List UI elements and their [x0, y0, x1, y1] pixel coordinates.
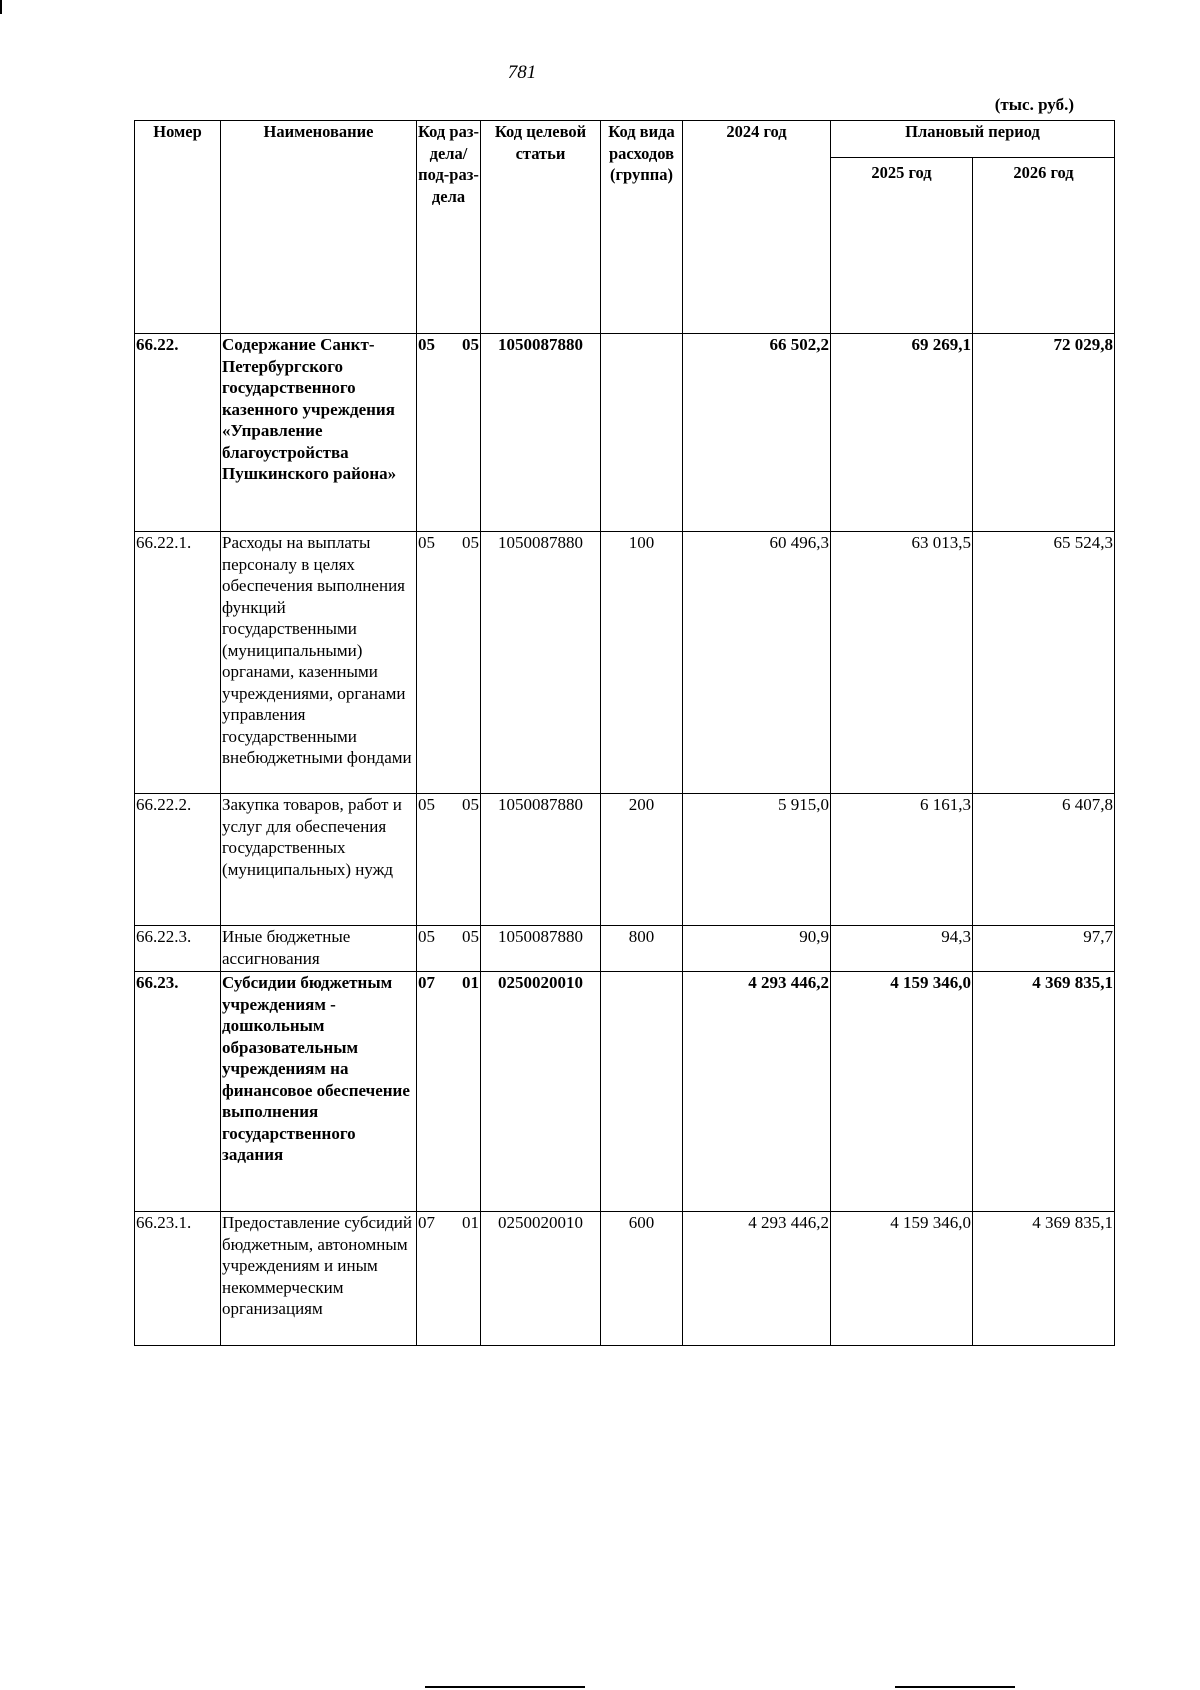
- row-section-code: 07: [418, 973, 435, 992]
- row-value-2024: 4 293 446,2: [683, 1212, 831, 1346]
- row-value-2025: 69 269,1: [831, 334, 973, 532]
- header-2026: 2026 год: [973, 158, 1115, 334]
- header-number: Номер: [135, 121, 221, 334]
- page-number: 781: [507, 62, 537, 83]
- row-subsection-code: 01: [462, 1213, 479, 1232]
- row-target-code: 1050087880: [481, 794, 601, 926]
- row-section: [417, 334, 481, 532]
- row-value-2024: 4 293 446,2: [683, 972, 831, 1212]
- row-value-2024: 60 496,3: [683, 532, 831, 794]
- table-row: [135, 972, 1115, 1212]
- row-number: 66.22.: [135, 334, 221, 532]
- row-value-2025: 63 013,5: [831, 532, 973, 794]
- row-section: [417, 1212, 481, 1346]
- row-number: 66.22.1.: [135, 532, 221, 794]
- row-expense-code: 200: [601, 794, 683, 926]
- row-expense-code: 600: [601, 1212, 683, 1346]
- table-row: [135, 1212, 1115, 1346]
- row-value-2024: 5 915,0: [683, 794, 831, 926]
- row-subsection-code: 01: [462, 973, 479, 992]
- header-target: Код целевой статьи: [481, 121, 601, 334]
- header-expense: Код вида расходов (группа): [601, 121, 683, 334]
- row-subsection-code: 05: [462, 335, 479, 354]
- row-target-code: 0250020010: [481, 1212, 601, 1346]
- header-planned-period: Плановый период: [831, 121, 1115, 158]
- row-value-2026: 65 524,3: [973, 532, 1115, 794]
- scan-margin-mark: [0, 0, 2, 14]
- row-name: Содержание Санкт-Петербургского государственного казенного учреждения «Управление благоустройства Пушкинского района»: [221, 334, 417, 532]
- row-value-2025: 4 159 346,0: [831, 1212, 973, 1346]
- row-subsection-code: 05: [462, 795, 479, 814]
- row-name: Иные бюджетные ассигнования: [221, 926, 417, 972]
- row-target-code: 1050087880: [481, 334, 601, 532]
- table-row: [135, 926, 1115, 972]
- header-2025: 2025 год: [831, 158, 973, 334]
- row-section: [417, 926, 481, 972]
- row-target-code: 0250020010: [481, 972, 601, 1212]
- row-section-code: 05: [418, 795, 435, 814]
- table-row: [135, 532, 1115, 794]
- row-section-code: 05: [418, 335, 435, 354]
- row-value-2026: 97,7: [973, 926, 1115, 972]
- row-section: [417, 532, 481, 794]
- row-value-2024: 90,9: [683, 926, 831, 972]
- row-subsection-code: 05: [462, 927, 479, 946]
- row-name: Расходы на выплаты персоналу в целях обеспечения выполнения функций государственными (муниципальными) органами, казенными учреждениями, органами управления государственными внебюджетными фондами: [221, 532, 417, 794]
- row-section: [417, 972, 481, 1212]
- row-target-code: 1050087880: [481, 532, 601, 794]
- header-section: Код раз-дела/ под-раз-дела: [417, 121, 481, 334]
- scan-bottom-edge: [895, 1686, 1015, 1688]
- row-section-code: 05: [418, 927, 435, 946]
- header-row-top: [135, 121, 1115, 158]
- row-value-2026: 6 407,8: [973, 794, 1115, 926]
- table-row: [135, 334, 1115, 532]
- row-value-2026: 4 369 835,1: [973, 1212, 1115, 1346]
- units-label: (тыс. руб.): [994, 95, 1074, 114]
- row-value-2024: 66 502,2: [683, 334, 831, 532]
- row-number: 66.23.1.: [135, 1212, 221, 1346]
- row-value-2025: 94,3: [831, 926, 973, 972]
- row-number: 66.22.2.: [135, 794, 221, 926]
- row-expense-code: [601, 972, 683, 1212]
- row-value-2025: 4 159 346,0: [831, 972, 973, 1212]
- row-section-code: 07: [418, 1213, 435, 1232]
- row-number: 66.22.3.: [135, 926, 221, 972]
- row-section-code: 05: [418, 533, 435, 552]
- budget-table: [134, 120, 1115, 1346]
- header-name: Наименование: [221, 121, 417, 334]
- row-value-2026: 72 029,8: [973, 334, 1115, 532]
- row-expense-code: [601, 334, 683, 532]
- row-section: [417, 794, 481, 926]
- row-expense-code: 800: [601, 926, 683, 972]
- row-name: Предоставление субсидий бюджетным, автономным учреждениям и иным некоммерческим организациям: [221, 1212, 417, 1346]
- table-row: [135, 794, 1115, 926]
- row-value-2025: 6 161,3: [831, 794, 973, 926]
- row-target-code: 1050087880: [481, 926, 601, 972]
- row-name: Субсидии бюджетным учреждениям - дошкольным образовательным учреждениям на финансовое обеспечение выполнения государственного задания: [221, 972, 417, 1212]
- row-value-2026: 4 369 835,1: [973, 972, 1115, 1212]
- header-2024: 2024 год: [683, 121, 831, 334]
- row-name: Закупка товаров, работ и услуг для обеспечения государственных (муниципальных) нужд: [221, 794, 417, 926]
- row-number: 66.23.: [135, 972, 221, 1212]
- scan-bottom-edge: [425, 1686, 585, 1688]
- row-subsection-code: 05: [462, 533, 479, 552]
- row-expense-code: 100: [601, 532, 683, 794]
